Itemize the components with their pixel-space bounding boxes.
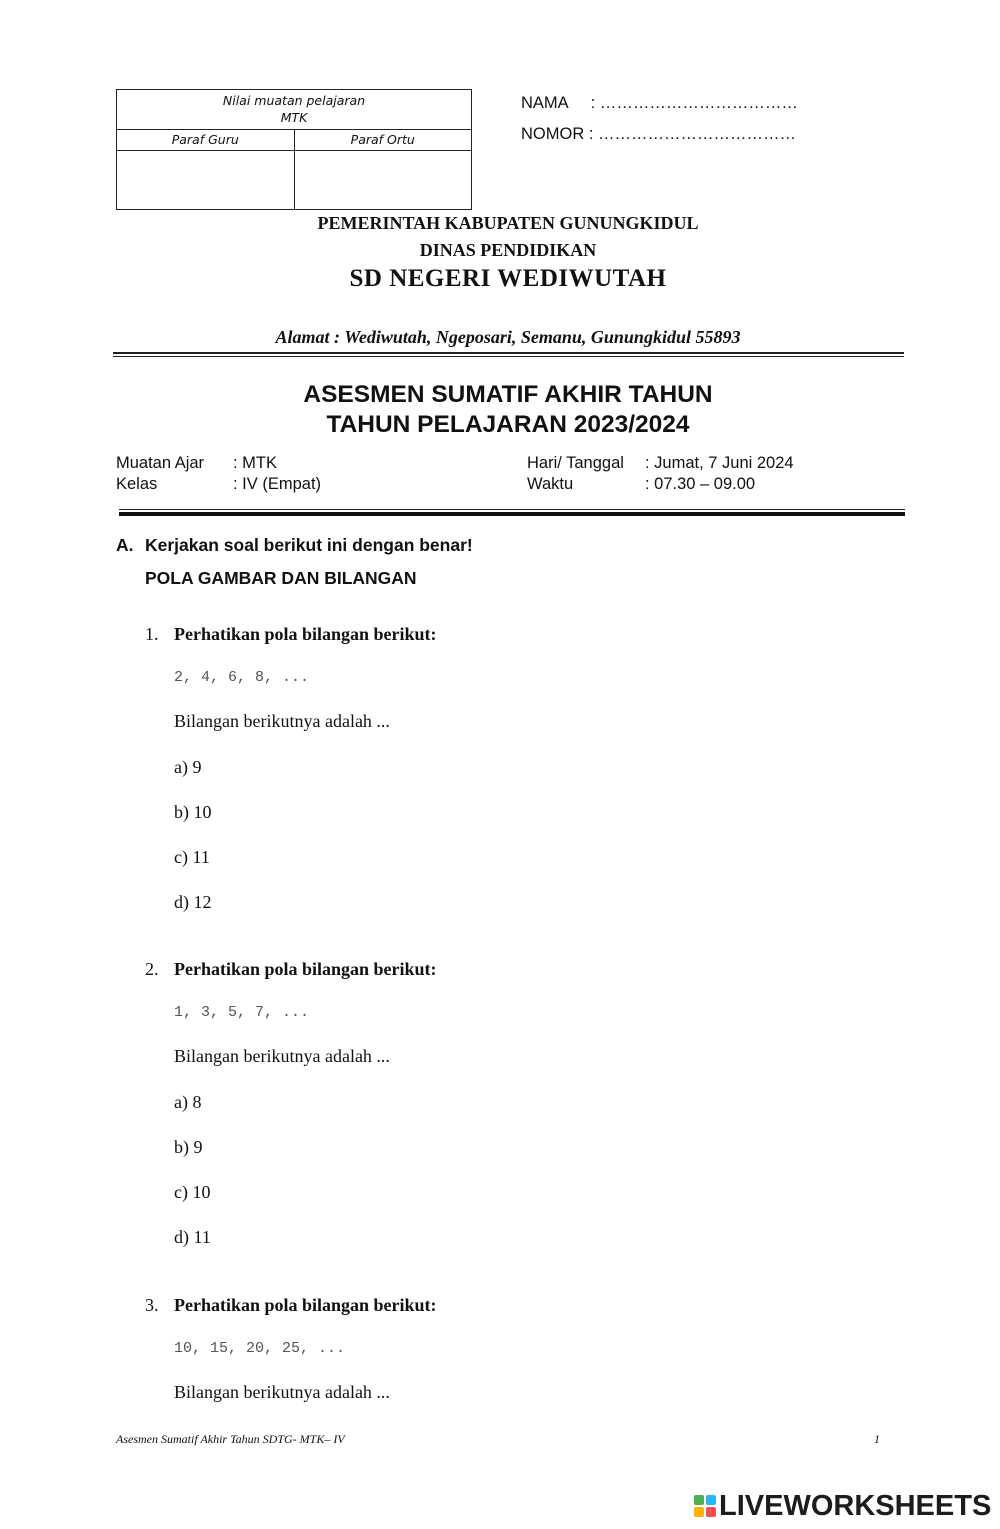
question-1-prompt: Bilangan berikutnya adalah ... — [174, 711, 390, 731]
subject-label: Muatan Ajar — [116, 454, 205, 472]
question-2-option-c[interactable]: c) 10 — [174, 1182, 211, 1202]
question-2-stem: Perhatikan pola bilangan berikut: — [174, 959, 437, 979]
question-2-number: 2. — [145, 959, 159, 979]
page-footer-text: Asesmen Sumatif Akhir Tahun SDTG- MTK– IV — [116, 1432, 345, 1446]
page-number: 1 — [874, 1432, 880, 1446]
question-3-stem: Perhatikan pola bilangan berikut: — [174, 1295, 437, 1315]
question-2-option-d[interactable]: d) 11 — [174, 1227, 211, 1247]
date-value: : Jumat, 7 Juni 2024 — [645, 454, 794, 472]
liveworksheets-wordmark: LIVEWORKSHEETS — [719, 1489, 992, 1522]
school-address: Alamat : Wediwutah, Ngeposari, Semanu, Gunungkidul 55893 — [275, 327, 741, 347]
question-1-option-a[interactable]: a) 9 — [174, 757, 202, 777]
grade-box-title: Nilai muatan pelajaran — [222, 93, 366, 108]
student-name-field[interactable]: NAMA : ……………………………… — [521, 94, 798, 112]
question-3-prompt: Bilangan berikutnya adalah ... — [174, 1382, 390, 1402]
section-topic: POLA GAMBAR DAN BILANGAN — [145, 568, 417, 588]
grade-box-columns — [117, 130, 471, 151]
parent-signature-box[interactable] — [295, 151, 472, 210]
question-3-sequence: 10, 15, 20, 25, ... — [174, 1340, 346, 1357]
date-label: Hari/ Tanggal — [527, 454, 624, 472]
question-3-number: 3. — [145, 1295, 159, 1315]
subject-value: : MTK — [233, 454, 277, 472]
class-value: : IV (Empat) — [233, 475, 322, 493]
exam-title: ASESMEN SUMATIF AKHIR TAHUN — [303, 381, 713, 408]
question-1-number: 1. — [145, 624, 159, 644]
question-1-sequence: 2, 4, 6, 8, ... — [174, 669, 310, 686]
teacher-signature-label: Paraf Guru — [117, 130, 295, 150]
teacher-signature-box[interactable] — [117, 151, 295, 210]
question-2-option-b[interactable]: b) 9 — [174, 1137, 203, 1157]
question-1-stem: Perhatikan pola bilangan berikut: — [174, 624, 437, 644]
question-2-prompt: Bilangan berikutnya adalah ... — [174, 1046, 390, 1066]
question-1-option-d[interactable]: d) 12 — [174, 892, 212, 912]
time-label: Waktu — [527, 475, 574, 493]
department-heading: DINAS PENDIDIKAN — [419, 240, 597, 260]
grade-box-header — [117, 90, 471, 130]
signature-boxes — [117, 151, 471, 210]
question-2-sequence: 1, 3, 5, 7, ... — [174, 1004, 310, 1021]
time-value: : 07.30 – 09.00 — [645, 475, 756, 493]
section-instruction: Kerjakan soal berikut ini dengan benar! — [145, 535, 473, 555]
exam-year: TAHUN PELAJARAN 2023/2024 — [326, 411, 690, 438]
liveworksheets-brand[interactable] — [694, 1490, 991, 1522]
logo-square-red — [706, 1507, 716, 1517]
question-1-option-c[interactable]: c) 11 — [174, 847, 210, 867]
header-divider — [113, 352, 904, 357]
student-number-field[interactable]: NOMOR : ……………………………… — [521, 125, 796, 143]
question-1-option-b[interactable]: b) 10 — [174, 802, 212, 822]
logo-square-yellow — [694, 1507, 704, 1517]
question-2-option-a[interactable]: a) 8 — [174, 1092, 202, 1112]
parent-signature-label: Paraf Ortu — [350, 132, 415, 147]
info-divider — [119, 509, 905, 516]
government-heading: PEMERINTAH KABUPATEN GUNUNGKIDUL — [317, 213, 699, 233]
logo-square-blue — [706, 1495, 716, 1505]
school-name: SD NEGERI WEDIWUTAH — [349, 265, 667, 292]
liveworksheets-logo-icon — [694, 1495, 716, 1517]
class-label: Kelas — [116, 475, 158, 493]
logo-square-green — [694, 1495, 704, 1505]
grade-box-subject: MTK — [280, 110, 308, 125]
section-letter: A. — [116, 535, 134, 555]
grade-box — [116, 89, 472, 210]
